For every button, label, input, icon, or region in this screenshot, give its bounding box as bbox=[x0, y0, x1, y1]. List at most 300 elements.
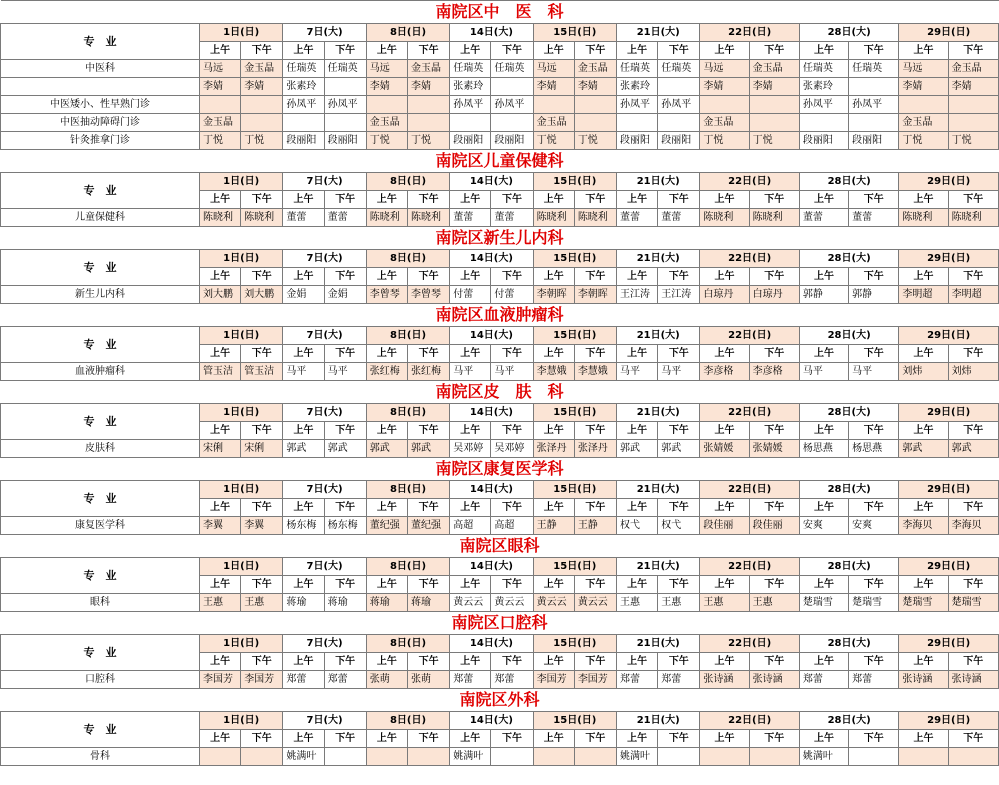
doctor-cell: 王惠 bbox=[617, 594, 658, 612]
doctor-cell: 权弋 bbox=[658, 517, 700, 535]
doctor-cell: 李翼 bbox=[199, 517, 240, 535]
doctor-cell: 黄云云 bbox=[450, 594, 491, 612]
pm-header: 下午 bbox=[948, 42, 998, 60]
am-header: 上午 bbox=[533, 653, 574, 671]
doctor-cell: 宋俐 bbox=[241, 440, 283, 458]
doctor-cell: 郭武 bbox=[617, 440, 658, 458]
date-header: 21日(大) bbox=[617, 404, 700, 422]
date-header: 15日(日) bbox=[533, 404, 616, 422]
date-header: 29日(日) bbox=[899, 404, 999, 422]
pm-header: 下午 bbox=[749, 730, 799, 748]
doctor-cell: 孙凤平 bbox=[283, 96, 324, 114]
am-header: 上午 bbox=[799, 422, 848, 440]
am-header: 上午 bbox=[899, 42, 948, 60]
doctor-cell: 段丽阳 bbox=[450, 132, 491, 150]
am-header: 上午 bbox=[283, 576, 324, 594]
doctor-cell: 金娟 bbox=[324, 286, 366, 304]
am-header: 上午 bbox=[799, 499, 848, 517]
pm-header: 下午 bbox=[241, 730, 283, 748]
doctor-cell: 姚满叶 bbox=[450, 748, 491, 766]
doctor-cell: 李国芳 bbox=[241, 671, 283, 689]
date-header: 7日(大) bbox=[283, 173, 366, 191]
table-row bbox=[1, 748, 999, 766]
am-header: 上午 bbox=[899, 422, 948, 440]
doctor-cell: 陈晓利 bbox=[199, 209, 240, 227]
am-header: 上午 bbox=[199, 191, 240, 209]
table-row bbox=[1, 132, 999, 150]
doctor-cell: 张婧媛 bbox=[749, 440, 799, 458]
date-header: 1日(日) bbox=[199, 712, 282, 730]
date-header: 21日(大) bbox=[617, 173, 700, 191]
am-header: 上午 bbox=[283, 730, 324, 748]
doctor-cell: 王江涛 bbox=[658, 286, 700, 304]
doctor-cell: 马平 bbox=[283, 363, 324, 381]
date-header: 1日(日) bbox=[199, 24, 282, 42]
doctor-cell: 马平 bbox=[491, 363, 533, 381]
date-header: 14日(大) bbox=[450, 481, 533, 499]
section-title: 南院区外科 bbox=[1, 689, 999, 712]
doctor-cell bbox=[283, 114, 324, 132]
date-header-row bbox=[1, 404, 999, 422]
doctor-cell: 马远 bbox=[700, 60, 749, 78]
date-header-row bbox=[1, 250, 999, 268]
am-header: 上午 bbox=[283, 422, 324, 440]
doctor-cell: 管玉洁 bbox=[241, 363, 283, 381]
am-header: 上午 bbox=[617, 345, 658, 363]
date-header: 1日(日) bbox=[199, 481, 282, 499]
am-header: 上午 bbox=[366, 42, 407, 60]
am-header: 上午 bbox=[899, 576, 948, 594]
date-header: 14日(大) bbox=[450, 327, 533, 345]
am-header: 上午 bbox=[899, 730, 948, 748]
am-header: 上午 bbox=[617, 191, 658, 209]
am-header: 上午 bbox=[799, 576, 848, 594]
table-row bbox=[1, 671, 999, 689]
date-header: 21日(大) bbox=[617, 635, 700, 653]
date-header-row bbox=[1, 635, 999, 653]
doctor-cell: 段佳丽 bbox=[700, 517, 749, 535]
date-header: 21日(大) bbox=[617, 24, 700, 42]
doctor-cell bbox=[574, 748, 616, 766]
doctor-cell bbox=[408, 96, 450, 114]
am-header: 上午 bbox=[366, 268, 407, 286]
doctor-cell: 陈晓利 bbox=[533, 209, 574, 227]
doctor-cell: 宋俐 bbox=[199, 440, 240, 458]
clinic-name: 中医科 bbox=[1, 60, 200, 78]
doctor-cell: 金玉晶 bbox=[241, 60, 283, 78]
date-header: 22日(日) bbox=[700, 712, 799, 730]
am-header: 上午 bbox=[799, 268, 848, 286]
doctor-cell bbox=[849, 78, 899, 96]
date-header: 7日(大) bbox=[283, 712, 366, 730]
doctor-cell: 张诗涵 bbox=[948, 671, 998, 689]
doctor-cell: 白琼丹 bbox=[749, 286, 799, 304]
doctor-cell: 李婧 bbox=[574, 78, 616, 96]
pm-header: 下午 bbox=[658, 576, 700, 594]
pm-header: 下午 bbox=[408, 268, 450, 286]
am-header: 上午 bbox=[199, 576, 240, 594]
date-header: 1日(日) bbox=[199, 558, 282, 576]
specialty-header: 专 业 bbox=[1, 481, 200, 517]
table-row bbox=[1, 96, 999, 114]
doctor-cell: 李婧 bbox=[899, 78, 948, 96]
date-header: 15日(日) bbox=[533, 327, 616, 345]
doctor-cell: 丁悦 bbox=[408, 132, 450, 150]
specialty-header: 专 业 bbox=[1, 404, 200, 440]
pm-header: 下午 bbox=[324, 730, 366, 748]
date-header: 22日(日) bbox=[700, 250, 799, 268]
section-title-row bbox=[1, 612, 999, 635]
pm-header: 下午 bbox=[749, 268, 799, 286]
pm-header: 下午 bbox=[948, 268, 998, 286]
doctor-cell: 黄云云 bbox=[533, 594, 574, 612]
pm-header: 下午 bbox=[408, 576, 450, 594]
date-header: 1日(日) bbox=[199, 404, 282, 422]
doctor-cell: 马远 bbox=[533, 60, 574, 78]
pm-header: 下午 bbox=[241, 42, 283, 60]
doctor-cell bbox=[617, 114, 658, 132]
date-header: 28日(大) bbox=[799, 327, 898, 345]
doctor-cell: 李婧 bbox=[199, 78, 240, 96]
date-header: 14日(大) bbox=[450, 558, 533, 576]
am-header: 上午 bbox=[533, 268, 574, 286]
date-header: 15日(日) bbox=[533, 250, 616, 268]
doctor-cell: 董蕾 bbox=[283, 209, 324, 227]
pm-header: 下午 bbox=[324, 345, 366, 363]
doctor-cell: 杨东梅 bbox=[283, 517, 324, 535]
pm-header: 下午 bbox=[241, 268, 283, 286]
am-header: 上午 bbox=[617, 499, 658, 517]
date-header: 1日(日) bbox=[199, 635, 282, 653]
doctor-cell: 张素玲 bbox=[283, 78, 324, 96]
doctor-cell: 郑蕾 bbox=[799, 671, 848, 689]
am-header: 上午 bbox=[450, 42, 491, 60]
pm-header: 下午 bbox=[408, 730, 450, 748]
doctor-cell: 段佳丽 bbox=[749, 517, 799, 535]
doctor-cell: 安爽 bbox=[849, 517, 899, 535]
specialty-header: 专 业 bbox=[1, 712, 200, 748]
doctor-cell bbox=[408, 114, 450, 132]
doctor-cell: 李国芳 bbox=[533, 671, 574, 689]
pm-header: 下午 bbox=[948, 345, 998, 363]
doctor-cell: 段丽阳 bbox=[658, 132, 700, 150]
am-header: 上午 bbox=[450, 268, 491, 286]
am-header: 上午 bbox=[533, 499, 574, 517]
date-header: 28日(大) bbox=[799, 24, 898, 42]
doctor-cell: 马平 bbox=[849, 363, 899, 381]
date-header: 29日(日) bbox=[899, 250, 999, 268]
pm-header: 下午 bbox=[658, 268, 700, 286]
date-header: 15日(日) bbox=[533, 24, 616, 42]
pm-header: 下午 bbox=[491, 730, 533, 748]
doctor-cell: 李婧 bbox=[749, 78, 799, 96]
am-header: 上午 bbox=[199, 345, 240, 363]
doctor-cell: 李明超 bbox=[899, 286, 948, 304]
doctor-cell bbox=[749, 96, 799, 114]
pm-header: 下午 bbox=[491, 345, 533, 363]
am-header: 上午 bbox=[799, 345, 848, 363]
am-header: 上午 bbox=[366, 191, 407, 209]
doctor-cell: 郭静 bbox=[799, 286, 848, 304]
doctor-cell: 陈晓利 bbox=[366, 209, 407, 227]
am-header: 上午 bbox=[533, 422, 574, 440]
doctor-cell: 马平 bbox=[617, 363, 658, 381]
doctor-cell: 孙凤平 bbox=[491, 96, 533, 114]
date-header: 8日(日) bbox=[366, 481, 449, 499]
doctor-cell: 李婧 bbox=[408, 78, 450, 96]
table-row bbox=[1, 363, 999, 381]
date-header: 14日(大) bbox=[450, 24, 533, 42]
am-header: 上午 bbox=[366, 576, 407, 594]
date-header-row bbox=[1, 712, 999, 730]
date-header: 7日(大) bbox=[283, 327, 366, 345]
doctor-cell: 董蕾 bbox=[658, 209, 700, 227]
am-header: 上午 bbox=[366, 422, 407, 440]
doctor-cell bbox=[324, 114, 366, 132]
doctor-cell bbox=[658, 114, 700, 132]
doctor-cell bbox=[700, 96, 749, 114]
doctor-cell: 楚瑞雪 bbox=[849, 594, 899, 612]
doctor-cell: 金玉晶 bbox=[700, 114, 749, 132]
doctor-cell: 王惠 bbox=[658, 594, 700, 612]
date-header: 22日(日) bbox=[700, 404, 799, 422]
doctor-cell: 郭武 bbox=[324, 440, 366, 458]
pm-header: 下午 bbox=[241, 653, 283, 671]
clinic-name: 康复医学科 bbox=[1, 517, 200, 535]
date-header: 7日(大) bbox=[283, 24, 366, 42]
am-header: 上午 bbox=[450, 730, 491, 748]
clinic-name: 皮肤科 bbox=[1, 440, 200, 458]
pm-header: 下午 bbox=[241, 499, 283, 517]
doctor-cell: 张萌 bbox=[408, 671, 450, 689]
doctor-cell bbox=[700, 748, 749, 766]
pm-header: 下午 bbox=[658, 653, 700, 671]
am-header: 上午 bbox=[450, 422, 491, 440]
doctor-cell: 丁悦 bbox=[574, 132, 616, 150]
doctor-cell: 丁悦 bbox=[366, 132, 407, 150]
am-header: 上午 bbox=[700, 191, 749, 209]
date-header: 21日(大) bbox=[617, 250, 700, 268]
doctor-cell: 丁悦 bbox=[700, 132, 749, 150]
table-row bbox=[1, 440, 999, 458]
doctor-cell: 张萌 bbox=[366, 671, 407, 689]
doctor-cell: 段丽阳 bbox=[617, 132, 658, 150]
doctor-cell: 董纪强 bbox=[408, 517, 450, 535]
doctor-cell: 任瑞英 bbox=[799, 60, 848, 78]
doctor-cell bbox=[948, 748, 998, 766]
section-title: 南院区血液肿瘤科 bbox=[1, 304, 999, 327]
pm-header: 下午 bbox=[749, 499, 799, 517]
pm-header: 下午 bbox=[408, 345, 450, 363]
doctor-cell: 张泽丹 bbox=[574, 440, 616, 458]
doctor-cell: 李曾琴 bbox=[366, 286, 407, 304]
doctor-cell: 管玉洁 bbox=[199, 363, 240, 381]
date-header: 28日(大) bbox=[799, 250, 898, 268]
pm-header: 下午 bbox=[948, 576, 998, 594]
pm-header: 下午 bbox=[408, 191, 450, 209]
doctor-cell bbox=[533, 96, 574, 114]
doctor-cell: 董纪强 bbox=[366, 517, 407, 535]
table-row bbox=[1, 209, 999, 227]
date-header: 28日(大) bbox=[799, 404, 898, 422]
doctor-cell: 丁悦 bbox=[199, 132, 240, 150]
am-header: 上午 bbox=[533, 191, 574, 209]
pm-header: 下午 bbox=[574, 576, 616, 594]
doctor-cell: 丁悦 bbox=[899, 132, 948, 150]
clinic-name bbox=[1, 78, 200, 96]
date-header: 8日(日) bbox=[366, 404, 449, 422]
pm-header: 下午 bbox=[849, 268, 899, 286]
doctor-cell bbox=[241, 114, 283, 132]
doctor-cell: 金玉晶 bbox=[533, 114, 574, 132]
pm-header: 下午 bbox=[408, 653, 450, 671]
date-header: 15日(日) bbox=[533, 481, 616, 499]
doctor-cell bbox=[899, 96, 948, 114]
doctor-cell: 丁悦 bbox=[241, 132, 283, 150]
doctor-cell: 张诗涵 bbox=[749, 671, 799, 689]
date-header: 29日(日) bbox=[899, 327, 999, 345]
date-header: 14日(大) bbox=[450, 250, 533, 268]
pm-header: 下午 bbox=[324, 268, 366, 286]
doctor-cell: 金玉晶 bbox=[749, 60, 799, 78]
doctor-cell: 任瑞英 bbox=[617, 60, 658, 78]
pm-header: 下午 bbox=[324, 499, 366, 517]
pm-header: 下午 bbox=[849, 191, 899, 209]
date-header: 14日(大) bbox=[450, 635, 533, 653]
section-title-row bbox=[1, 227, 999, 250]
date-header-row bbox=[1, 481, 999, 499]
doctor-cell: 张素玲 bbox=[450, 78, 491, 96]
doctor-cell: 董蕾 bbox=[617, 209, 658, 227]
date-header: 8日(日) bbox=[366, 327, 449, 345]
pm-header: 下午 bbox=[491, 576, 533, 594]
pm-header: 下午 bbox=[948, 499, 998, 517]
pm-header: 下午 bbox=[574, 42, 616, 60]
doctor-cell: 李慧娥 bbox=[574, 363, 616, 381]
date-header: 21日(大) bbox=[617, 712, 700, 730]
am-header: 上午 bbox=[899, 191, 948, 209]
pm-header: 下午 bbox=[948, 422, 998, 440]
doctor-cell: 郑蕾 bbox=[617, 671, 658, 689]
pm-header: 下午 bbox=[749, 653, 799, 671]
clinic-name: 新生儿内科 bbox=[1, 286, 200, 304]
doctor-cell: 王静 bbox=[533, 517, 574, 535]
doctor-cell: 段丽阳 bbox=[849, 132, 899, 150]
doctor-cell: 吴邓婷 bbox=[491, 440, 533, 458]
doctor-cell: 丁悦 bbox=[533, 132, 574, 150]
pm-header: 下午 bbox=[491, 499, 533, 517]
clinic-name: 中医矮小、性早熟门诊 bbox=[1, 96, 200, 114]
date-header: 22日(日) bbox=[700, 24, 799, 42]
doctor-cell: 姚满叶 bbox=[617, 748, 658, 766]
date-header: 29日(日) bbox=[899, 635, 999, 653]
doctor-cell bbox=[849, 114, 899, 132]
doctor-cell bbox=[324, 78, 366, 96]
date-header: 15日(日) bbox=[533, 173, 616, 191]
date-header: 8日(日) bbox=[366, 635, 449, 653]
doctor-cell: 段丽阳 bbox=[799, 132, 848, 150]
pm-header: 下午 bbox=[491, 42, 533, 60]
pm-header: 下午 bbox=[408, 422, 450, 440]
doctor-cell: 权弋 bbox=[617, 517, 658, 535]
doctor-cell: 孙凤平 bbox=[799, 96, 848, 114]
doctor-cell: 李慧娥 bbox=[533, 363, 574, 381]
am-header: 上午 bbox=[366, 499, 407, 517]
date-header: 21日(大) bbox=[617, 481, 700, 499]
section-title: 南院区儿童保健科 bbox=[1, 150, 999, 173]
doctor-cell bbox=[366, 96, 407, 114]
table-row bbox=[1, 286, 999, 304]
pm-header: 下午 bbox=[849, 730, 899, 748]
date-header: 29日(日) bbox=[899, 712, 999, 730]
date-header: 22日(日) bbox=[700, 481, 799, 499]
doctor-cell: 刘炜 bbox=[899, 363, 948, 381]
date-header: 15日(日) bbox=[533, 635, 616, 653]
specialty-header: 专 业 bbox=[1, 558, 200, 594]
pm-header: 下午 bbox=[658, 730, 700, 748]
doctor-cell: 郭静 bbox=[849, 286, 899, 304]
doctor-cell: 董蕾 bbox=[450, 209, 491, 227]
date-header-row bbox=[1, 558, 999, 576]
section-title-row bbox=[1, 458, 999, 481]
am-header: 上午 bbox=[199, 422, 240, 440]
am-header: 上午 bbox=[533, 345, 574, 363]
doctor-cell: 刘炜 bbox=[948, 363, 998, 381]
am-header: 上午 bbox=[283, 653, 324, 671]
doctor-cell: 金玉晶 bbox=[948, 60, 998, 78]
section-title-row bbox=[1, 304, 999, 327]
doctor-cell: 段丽阳 bbox=[491, 132, 533, 150]
doctor-cell: 李婧 bbox=[241, 78, 283, 96]
pm-header: 下午 bbox=[574, 499, 616, 517]
doctor-cell bbox=[749, 114, 799, 132]
pm-header: 下午 bbox=[574, 730, 616, 748]
doctor-cell: 张泽丹 bbox=[533, 440, 574, 458]
am-header: 上午 bbox=[283, 268, 324, 286]
doctor-cell: 王惠 bbox=[700, 594, 749, 612]
doctor-cell: 白琼丹 bbox=[700, 286, 749, 304]
date-header: 29日(日) bbox=[899, 173, 999, 191]
doctor-cell bbox=[533, 748, 574, 766]
doctor-cell: 王惠 bbox=[241, 594, 283, 612]
pm-header: 下午 bbox=[948, 653, 998, 671]
date-header: 8日(日) bbox=[366, 558, 449, 576]
doctor-cell: 吴邓婷 bbox=[450, 440, 491, 458]
am-header: 上午 bbox=[700, 499, 749, 517]
table-row bbox=[1, 517, 999, 535]
doctor-cell: 高超 bbox=[491, 517, 533, 535]
pm-header: 下午 bbox=[849, 499, 899, 517]
doctor-cell: 孙凤平 bbox=[658, 96, 700, 114]
doctor-cell: 郑蕾 bbox=[450, 671, 491, 689]
date-header: 28日(大) bbox=[799, 173, 898, 191]
am-header: 上午 bbox=[899, 345, 948, 363]
section-title-row bbox=[1, 1, 999, 24]
pm-header: 下午 bbox=[491, 268, 533, 286]
am-header: 上午 bbox=[700, 653, 749, 671]
am-header: 上午 bbox=[700, 730, 749, 748]
date-header: 7日(大) bbox=[283, 481, 366, 499]
doctor-cell: 郑蕾 bbox=[491, 671, 533, 689]
doctor-cell: 马远 bbox=[199, 60, 240, 78]
pm-header: 下午 bbox=[408, 42, 450, 60]
date-header: 22日(日) bbox=[700, 173, 799, 191]
pm-header: 下午 bbox=[658, 422, 700, 440]
doctor-cell: 孙凤平 bbox=[324, 96, 366, 114]
doctor-cell: 郑蕾 bbox=[849, 671, 899, 689]
doctor-cell: 蒋瑜 bbox=[366, 594, 407, 612]
doctor-cell bbox=[199, 748, 240, 766]
